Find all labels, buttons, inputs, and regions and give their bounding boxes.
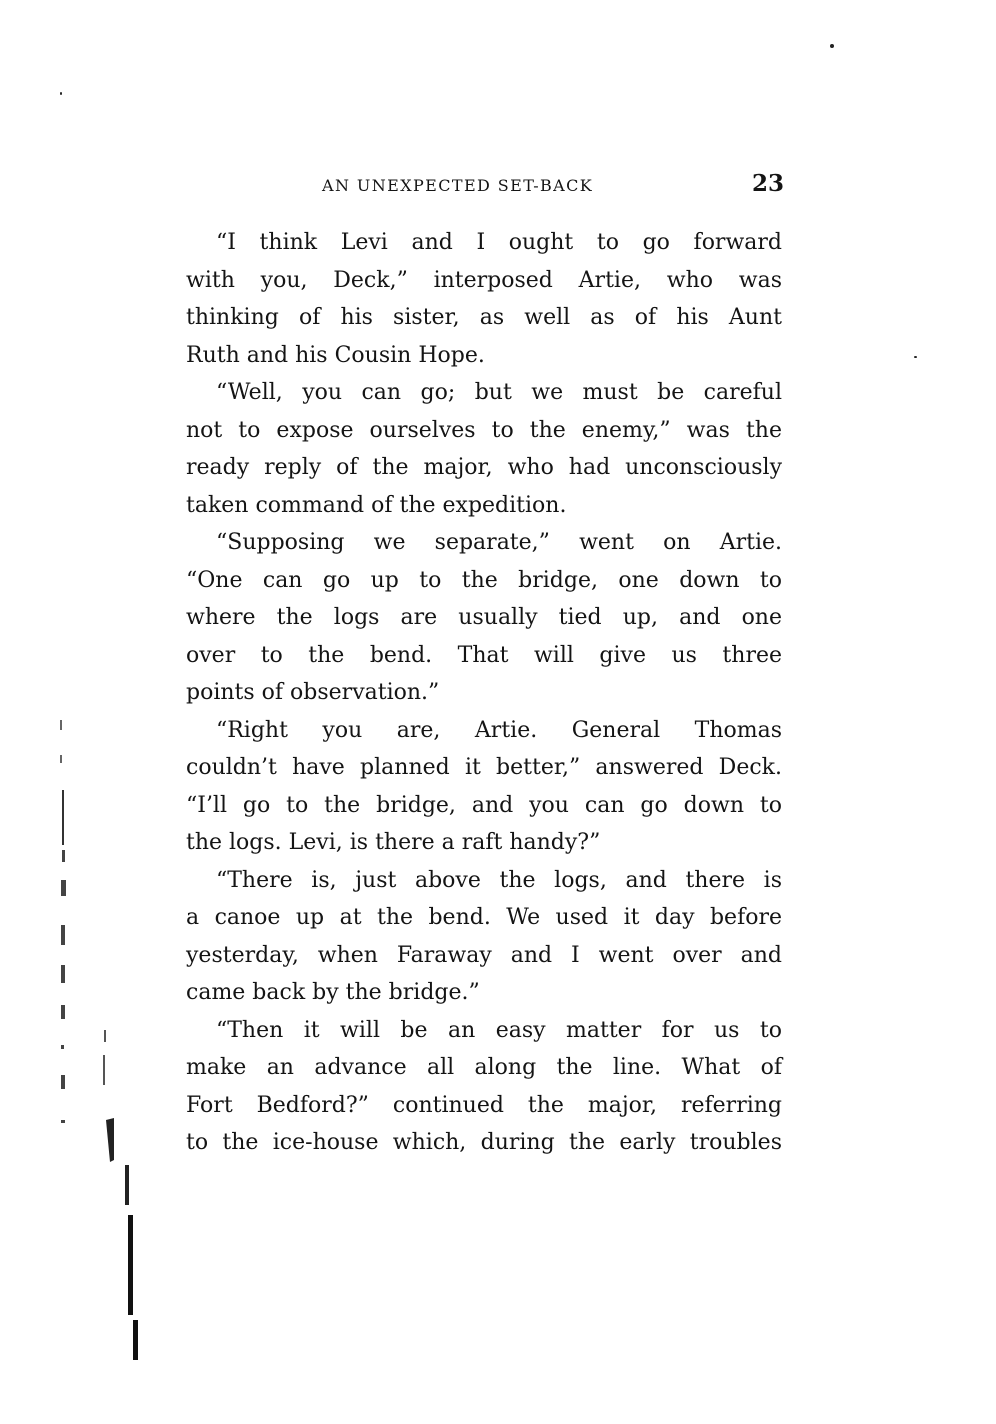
body-text xyxy=(186,224,782,1162)
page-number: 23 xyxy=(751,170,784,197)
text-line: Ruth and his Cousin Hope. xyxy=(186,342,485,368)
running-title: AN UNEXPECTED SET-BACK xyxy=(322,176,594,195)
text-line: “Well, you can go; but we must be careful xyxy=(216,380,782,405)
text-line: “Then it will be an easy matter for us to xyxy=(216,1017,782,1043)
scan-artifacts xyxy=(40,700,160,1380)
text-line: where the logs are usually tied up, and one xyxy=(186,605,782,630)
text-line: yesterday, when Faraway and I went over and xyxy=(186,942,782,968)
text-line: “Right you are, Artie. General Thomas xyxy=(216,717,782,743)
text-line: “I think Levi and I ought to go forward xyxy=(216,230,782,255)
scan-speck xyxy=(914,356,917,358)
text-line: to the ice-house which, during the early troubles xyxy=(186,1130,782,1155)
text-line: points of observation.” xyxy=(186,680,440,705)
text-line: a canoe up at the bend. We used it day before xyxy=(186,905,782,930)
text-line: ready reply of the major, who had unconsciously xyxy=(186,455,782,480)
text-line: “I’ll go to the bridge, and you can go down to xyxy=(186,792,782,818)
text-line: thinking of his sister, as well as of his Aunt xyxy=(186,305,782,330)
running-header xyxy=(186,170,784,202)
text-line: “One can go up to the bridge, one down to xyxy=(186,567,782,593)
text-line: Fort Bedford?” continued the major, referring xyxy=(186,1092,782,1118)
scan-speck xyxy=(830,44,834,48)
text-line: not to expose ourselves to the enemy,” was the xyxy=(186,417,782,443)
text-line: the logs. Levi, is there a raft handy?” xyxy=(186,830,601,855)
text-line: came back by the bridge.” xyxy=(186,980,480,1005)
text-line: make an advance all along the line. What of xyxy=(186,1055,782,1080)
text-line: taken command of the expedition. xyxy=(186,492,567,518)
gutter-marks xyxy=(40,700,160,1380)
text-line: couldn’t have planned it better,” answered Deck. xyxy=(186,755,782,780)
text-line: with you, Deck,” interposed Artie, who was xyxy=(186,267,782,293)
text-line: “There is, just above the logs, and there is xyxy=(216,867,782,893)
text-line: over to the bend. That will give us three xyxy=(186,642,782,668)
scan-speck xyxy=(60,92,62,95)
text-line: “Supposing we separate,” went on Artie. xyxy=(216,530,782,555)
